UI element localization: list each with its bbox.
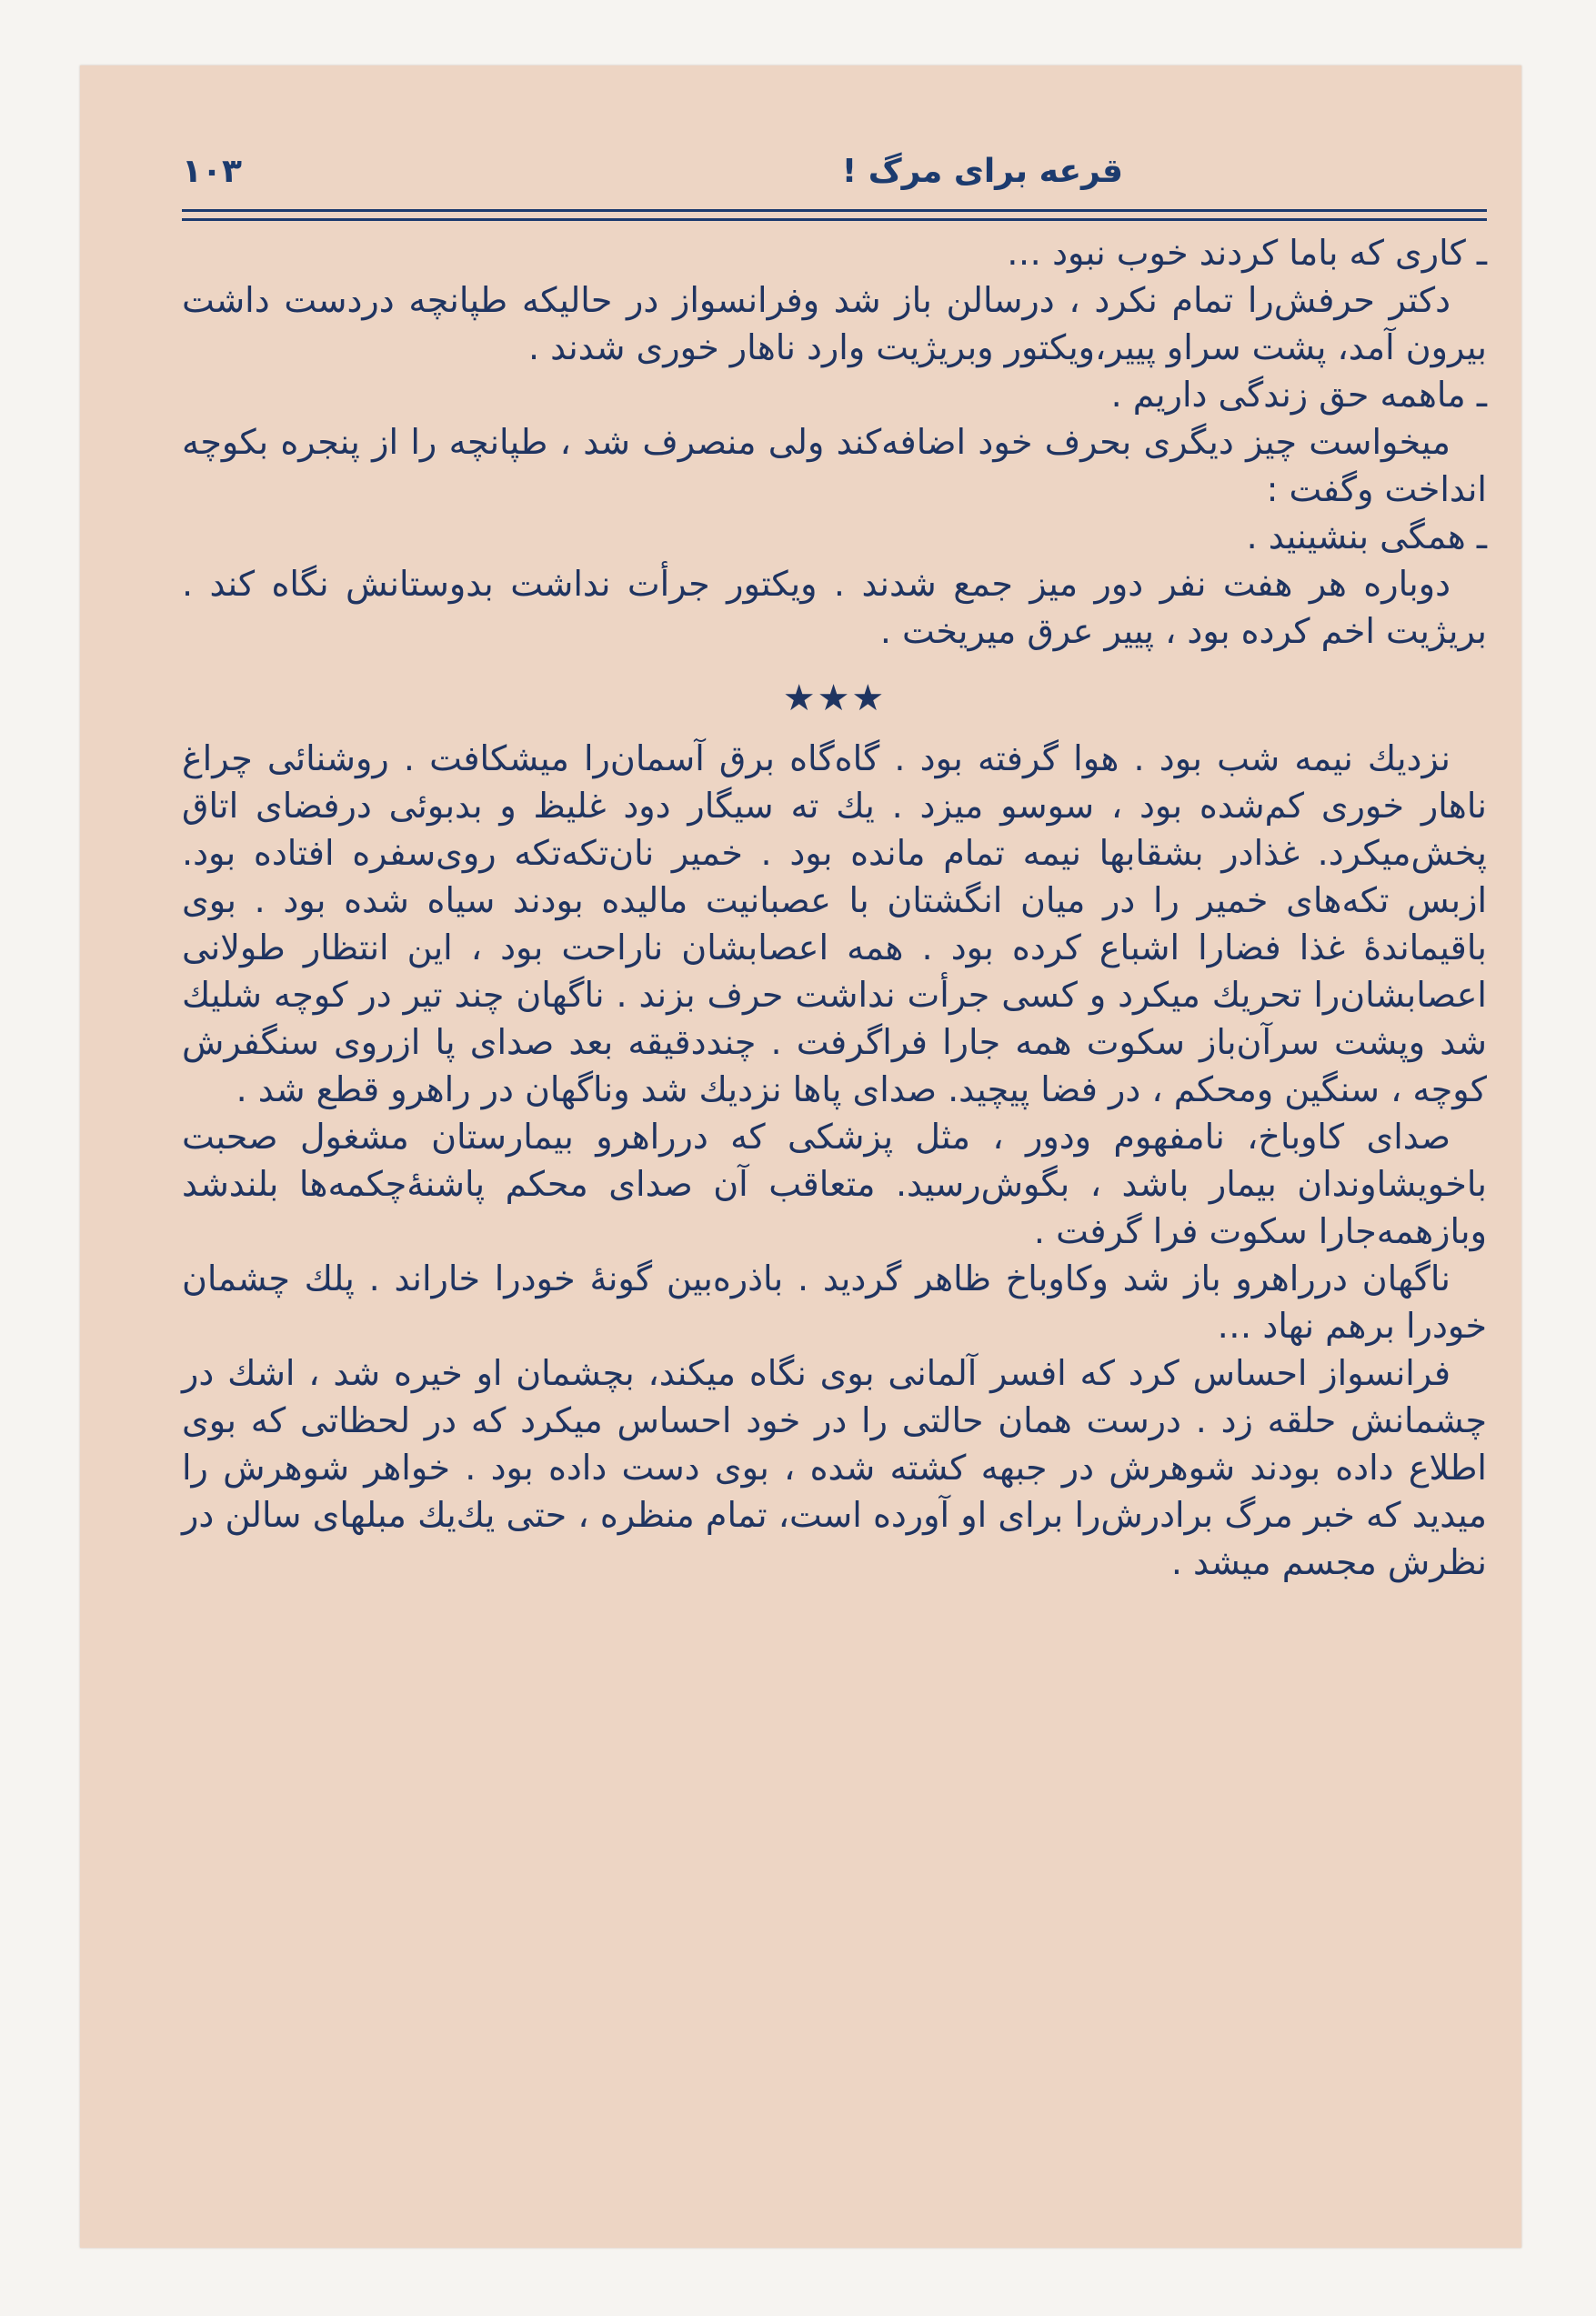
paragraph: دكتر حرفش‌را تمام نكرد ، درسالن باز شد وفرانسواز در حاليكه طپانچه دردست داشت بيرون آمد، پشت سراو پيير،ويكتور وبريژيت وارد ناهار خوری شدند .: [182, 280, 1487, 367]
page-number: ۱۰۳: [182, 153, 242, 190]
page-header: [182, 153, 1487, 207]
paragraph: دوباره هر هفت نفر دور ميز جمع شدند . ويكتور جرأت نداشت بدوستانش نگاه كند . بريژيت اخم كرده بود ، پيير عرق ميريخت .: [182, 564, 1487, 651]
paragraph: ميخواست چيز ديگری بحرف خود اضافه‌كند ولی منصرف شد ، طپانچه را از پنجره بكوچه انداخت وگفت :: [182, 422, 1487, 509]
header-rule-top: [182, 209, 1487, 212]
paragraph: فرانسواز احساس كرد كه افسر آلمانی بوی نگاه ميكند، بچشمان او خيره شد ، اشك در چشمانش حلقه زد . درست همان حالتی را در خود احساس ميكرد كه در لحظاتی كه بوی اطلاع داده بودند شوهرش در جبهه كشته شده ، بوی دست داده بود . خواهر شوهرش را ميديد كه خبر مرگ برادرش‌را برای او آورده است، تمام منظره ، حتی يك‌يك مبلهای سالن در نظرش مجسم ميشد .: [182, 1353, 1487, 1582]
running-title: قرعه برای مرگ !: [841, 153, 1123, 190]
paragraph: ـ ماهمه حق زندگی داريم .: [1110, 375, 1487, 415]
paragraph: ناگهان درراهرو باز شد وكاوباخ ظاهر گرديد . باذره‌بين گونهٔ خودرا خاراند . پلك چشمان خودرا برهم نهاد …: [182, 1258, 1487, 1346]
header-rule-bottom: [182, 218, 1487, 221]
paragraph: صدای كاوباخ، نامفهوم ودور ، مثل پزشكی كه درراهرو بيمارستان مشغول صحبت باخويشاوندان بيمار باشد ، بگوش‌رسيد. متعاقب آن صدای محكم پاشنهٔ‌چكمه‌ها بلندشد وبازهمه‌جارا سكوت فرا گرفت .: [182, 1117, 1487, 1251]
paragraph: ـ همگی بنشينيد .: [1246, 516, 1487, 556]
body-text: [182, 229, 1487, 1586]
paragraph: ـ كاری كه باما كردند خوب نبود …: [1007, 233, 1487, 273]
section-separator-stars: ★★★: [782, 677, 887, 719]
paragraph: نزديك نيمه شب بود . هوا گرفته بود . گاه‌گاه برق آسمان‌را ميشكافت . روشنائی چراغ ناهار خوری كم‌شده بود ، سوسو ميزد . يك ته سيگار دود غليظ و بدبوئی درفضای اتاق پخش‌ميكرد. غذادر بشقابها نيمه تمام مانده بود . خمير نان‌تكه‌تكه روی‌سفره افتاده بود. ازبس تكه‌های خمير را در ميان انگشتان با عصبانيت ماليده بودند سياه شده بود . بوی باقيماندهٔ غذا فضارا اشباع كرده بود . همه اعصابشان ناراحت بود ، اين انتظار طولانی اعصابشان‌را تحريك ميكرد و كسی جرأت نداشت حرف بزند . ناگهان چند تير در كوچه شليك شد وپشت سرآن‌باز سكوت همه جارا فراگرفت . چنددقيقه بعد صدای پا ازروی سنگفرش كوچه ، سنگين ومحكم ، در فضا پيچيد. صدای پاها نزديك شد وناگهان در راهرو قطع شد .: [182, 738, 1487, 1109]
